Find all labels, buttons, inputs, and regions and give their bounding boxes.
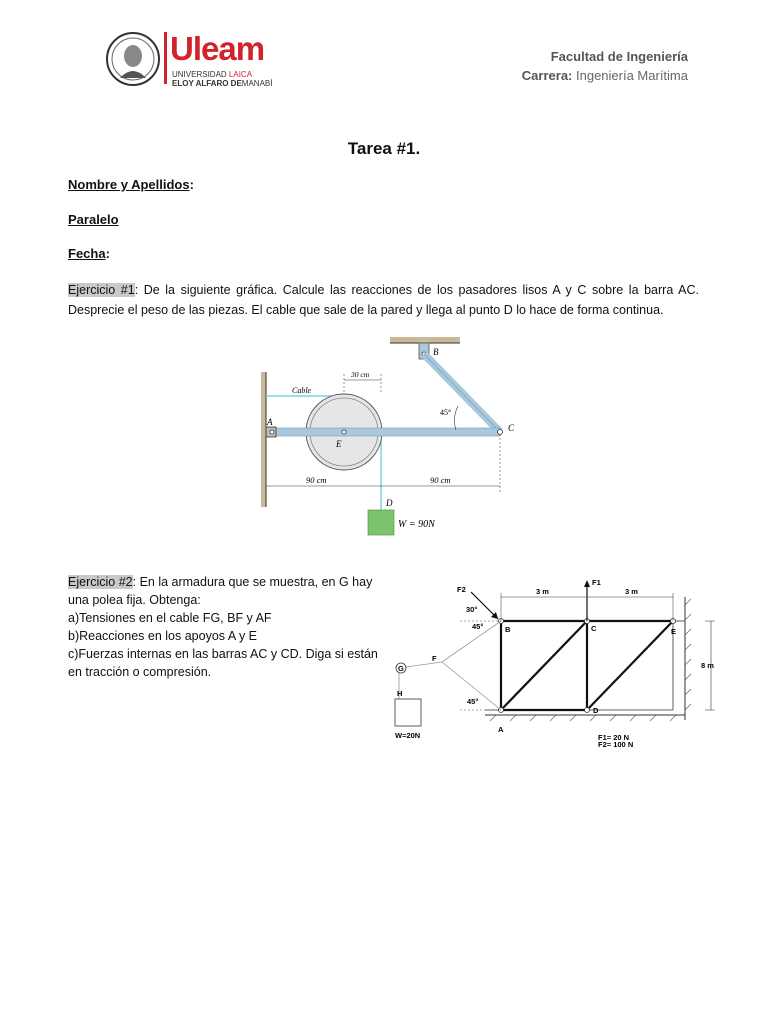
exercise-1-figure [250,334,520,544]
brand-line2-accent: MANABÍ [241,79,273,88]
exercise-2-line4: b)Reacciones en los apoyos A y E [68,629,258,643]
exercise-1-text [68,280,699,320]
exercise-2-line5: c)Fuerzas internas en las barras AC y CD. Diga si están [68,647,378,661]
page-title: Tarea #1. [347,139,421,158]
parallel-label: Paralelo [68,212,119,227]
career-value: Ingeniería Marítima [572,68,688,83]
label-f: F [432,654,437,663]
f2-value: F2= 100 N [598,740,634,749]
exercise-2-line2: una polea fija. Obtenga: [68,593,201,607]
exercise-2-label: Ejercicio #2 [68,575,133,589]
brand-name: Uleam [170,30,265,67]
weight-label: W = 90N [398,519,435,530]
label-f2: F2 [457,585,466,594]
faculty-info [522,47,688,85]
exercise-2-line1: : En la armadura que se muestra, en G hay [132,575,373,589]
weight-label: W=20N [395,731,421,740]
exercise-1-label: Ejercicio #1 [68,283,135,297]
cables [399,621,501,710]
ceiling [390,337,460,343]
label-d: D [386,498,393,508]
seal-icon [104,30,162,88]
label-a: A [498,725,504,734]
brand-line1: UNIVERSIDAD [172,70,227,79]
parallel-field [68,212,119,227]
faculty-name: Facultad de Ingeniería [550,49,688,64]
block-h [395,699,421,726]
label-a: A [267,417,273,427]
name-field: Nombre y Apellidos: [68,177,194,192]
label-b: B [505,625,511,634]
dim-90-right: 90 cm [430,475,451,485]
career-label: Carrera: [521,68,573,83]
date-field: Fecha: [68,246,110,261]
date-label: Fecha [68,246,106,261]
dim-3m-right: 3 m [625,587,638,596]
angle-30: 30° [466,605,478,614]
dim-90-left: 90 cm [306,475,327,485]
label-c: C [591,624,597,633]
brand-line2: ELOY ALFARO DE [172,79,242,88]
label-e: E [671,627,677,636]
f1-value: F1= 20 N [598,733,630,742]
truss [501,621,673,710]
angle-45: 45° [440,408,452,417]
label-f1: F1 [592,578,601,587]
dim-8m: 8 m [701,661,714,670]
university-logo [104,30,294,90]
weight-block [368,510,394,535]
cable-label: Cable [292,386,312,395]
label-c: C [508,423,515,433]
label-b: B [433,347,439,357]
label-g: G [398,664,404,673]
angle-45-bottom: 45° [467,697,479,706]
exercise-2-line6: en tracción o compresión. [68,665,212,679]
label-d: D [593,706,599,715]
name-label: Nombre y Apellidos [68,177,190,192]
exercise-2-line3: a)Tensiones en el cable FG, BF y AF [68,611,272,625]
label-e: E [336,439,342,449]
dim-3m-left: 3 m [536,587,549,596]
angle-45-top: 45° [472,622,484,631]
brand-line1-accent: LAICA [226,70,253,79]
bar-ac [268,428,500,436]
wall [261,372,266,507]
exercise-1-body: : De la siguiente gráfica. Calcule las reacciones de los pasadores lisos A y C sobre la barra AC. Desprecie el peso de las piezas. El cable que sale de la pared y llega al punto D lo hace de forma continua. [68,283,699,317]
label-h: H [397,689,403,698]
exercise-2-figure [385,575,720,755]
dim-30cm: 30 cm [351,370,370,379]
exercise-2-text [68,573,388,681]
